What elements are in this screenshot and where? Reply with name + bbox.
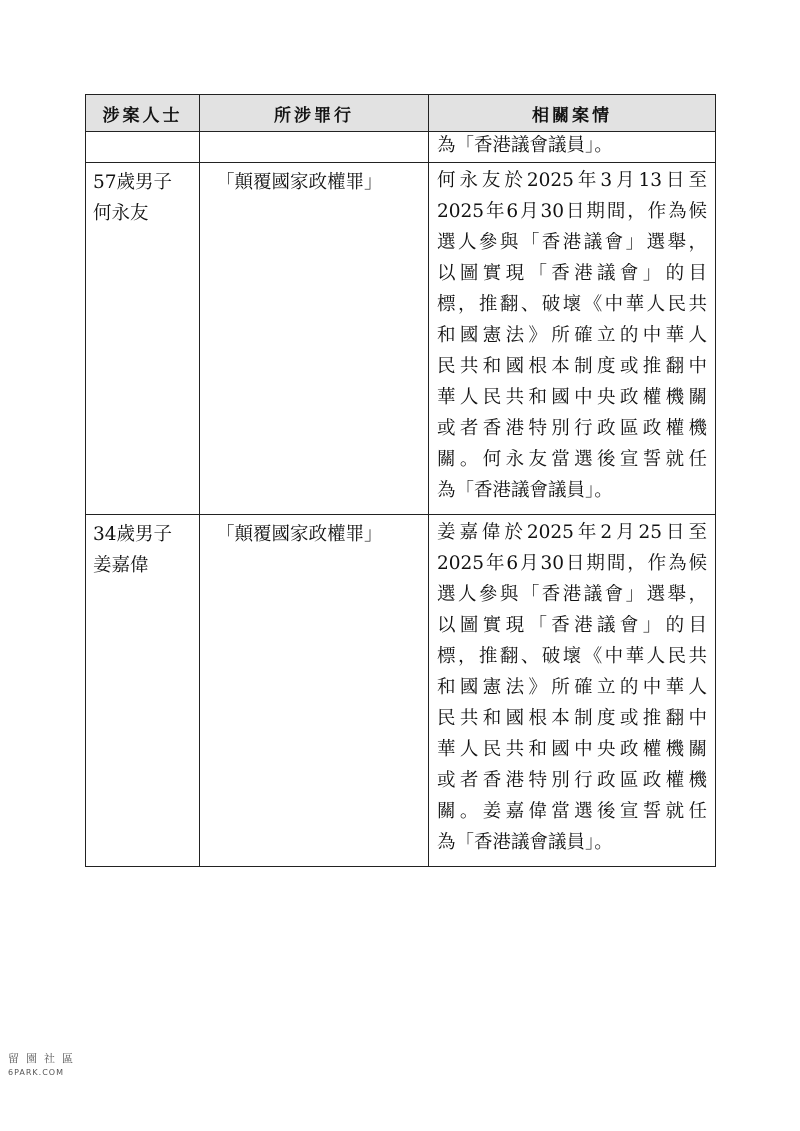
header-person: 涉案人士 xyxy=(86,95,200,132)
facts-text xyxy=(437,517,707,858)
facts-line: 關。何永友當選後宣誓就任 xyxy=(437,449,707,470)
facts-line: 為「香港議會議員」。 xyxy=(437,480,613,501)
person-name: 姜嘉偉 xyxy=(93,555,149,576)
watermark-chinese: 留園社區 xyxy=(8,1052,80,1065)
facts-line: 民共和國根本制度或推翻中 xyxy=(437,356,707,377)
table-row xyxy=(86,163,716,515)
facts-line: 或者香港特別行政區政權機 xyxy=(437,418,707,439)
person-cell xyxy=(86,515,200,867)
person-age: 34歲男子 xyxy=(93,524,173,545)
person-cell xyxy=(86,163,200,515)
facts-line: 民共和國根本制度或推翻中 xyxy=(437,708,707,729)
facts-line: 華人民共和國中央政權機關 xyxy=(437,739,707,760)
facts-line: 或者香港特別行政區政權機 xyxy=(437,770,707,791)
facts-line: 姜嘉偉於2025年2月25日至 xyxy=(437,522,707,543)
facts-line: 和國憲法》所確立的中華人 xyxy=(437,325,707,346)
offence-text: 「顛覆國家政權罪」 xyxy=(216,524,383,545)
watermark xyxy=(8,1050,80,1077)
facts-line: 關。姜嘉偉當選後宣誓就任 xyxy=(437,801,707,822)
facts-line: 選人參與「香港議會」選舉， xyxy=(437,584,707,605)
facts-line: 以圖實現「香港議會」的目 xyxy=(437,615,707,636)
facts-line: 選人參與「香港議會」選舉， xyxy=(437,232,707,253)
facts-cell xyxy=(429,163,716,515)
offence-cell xyxy=(200,515,429,867)
facts-line: 和國憲法》所確立的中華人 xyxy=(437,677,707,698)
facts-line: 華人民共和國中央政權機關 xyxy=(437,387,707,408)
person-age: 57歲男子 xyxy=(93,172,173,193)
header-offence: 所涉罪行 xyxy=(200,95,429,132)
continuation-facts-cell xyxy=(429,132,716,163)
facts-line: 以圖實現「香港議會」的目 xyxy=(437,263,707,284)
facts-line: 標，推翻、破壞《中華人民共 xyxy=(437,646,707,667)
offence-text: 「顛覆國家政權罪」 xyxy=(216,172,383,193)
continuation-offence-cell xyxy=(200,132,429,163)
continuation-row xyxy=(86,132,716,163)
table-row xyxy=(86,515,716,867)
facts-line: 2025年6月30日期間，作為候 xyxy=(437,553,707,574)
facts-line: 為「香港議會議員」。 xyxy=(437,832,613,853)
continuation-facts-text: 為「香港議會議員」。 xyxy=(437,135,613,156)
header-facts: 相關案情 xyxy=(429,95,716,132)
facts-text xyxy=(437,165,707,506)
case-table xyxy=(85,94,716,867)
continuation-person-cell xyxy=(86,132,200,163)
header-row xyxy=(86,95,716,132)
facts-cell xyxy=(429,515,716,867)
facts-line: 2025年6月30日期間，作為候 xyxy=(437,201,707,222)
facts-line: 標，推翻、破壞《中華人民共 xyxy=(437,294,707,315)
facts-line: 何永友於2025年3月13日至 xyxy=(437,170,707,191)
watermark-english: 6PARK.COM xyxy=(8,1068,65,1077)
offence-cell xyxy=(200,163,429,515)
person-name: 何永友 xyxy=(93,203,149,224)
